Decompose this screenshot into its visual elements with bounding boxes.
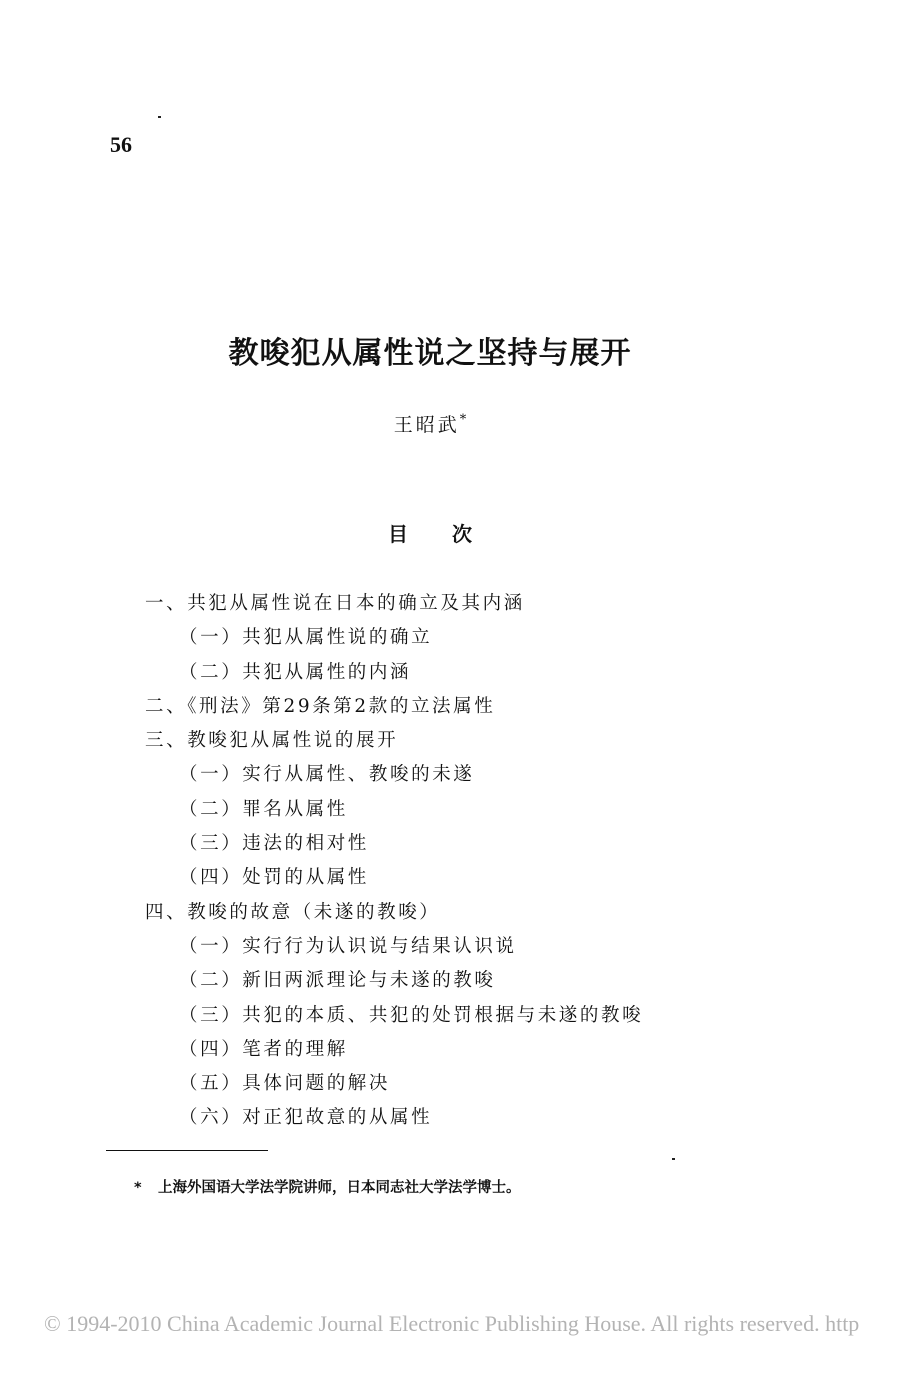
toc-subentry: （一）共犯从属性说的确立 bbox=[179, 627, 433, 649]
scan-speck bbox=[158, 116, 161, 118]
author-line bbox=[0, 410, 860, 437]
toc-subentry: （二）共犯从属性的内涵 bbox=[179, 661, 412, 683]
toc-subentry: （一）实行从属性、教唆的未遂 bbox=[179, 764, 475, 786]
scan-speck bbox=[672, 1158, 675, 1160]
toc-entry: 四、教唆的故意（未遂的教唆） bbox=[145, 901, 441, 923]
toc-subentry: （三）违法的相对性 bbox=[179, 833, 369, 855]
toc-subentry: （五）具体问题的解决 bbox=[179, 1073, 391, 1095]
page-number: 56 bbox=[110, 132, 132, 157]
author-footnote-mark: * bbox=[459, 412, 467, 428]
footnote-mark: * bbox=[134, 1180, 142, 1196]
toc-heading-part: 目 bbox=[388, 522, 408, 546]
toc-entry: 一、共犯从属性说在日本的确立及其内涵 bbox=[145, 593, 525, 614]
toc-subentry: （四）处罚的从属性 bbox=[179, 867, 369, 889]
footnote-text: 上海外国语大学法学院讲师，日本同志社大学法学博士。 bbox=[158, 1180, 521, 1196]
toc-subentry: （二）新旧两派理论与未遂的教唆 bbox=[179, 970, 496, 992]
table-of-contents bbox=[145, 587, 643, 1136]
toc-subentry: （三）共犯的本质、共犯的处罚根据与未遂的教唆 bbox=[179, 1004, 644, 1026]
toc-subentry: （二）罪名从属性 bbox=[179, 798, 348, 820]
toc-subentry: （六）对正犯故意的从属性 bbox=[179, 1107, 433, 1129]
toc-entry: 二、《刑法》第29条第2款的立法属性 bbox=[145, 695, 496, 717]
footnote-divider bbox=[106, 1150, 268, 1151]
toc-heading-part: 次 bbox=[452, 522, 472, 546]
article-title: 教唆犯从属性说之坚持与展开 bbox=[228, 336, 632, 371]
footnote bbox=[134, 1176, 521, 1197]
toc-subentry: （四）笔者的理解 bbox=[179, 1038, 348, 1060]
toc-heading bbox=[0, 518, 860, 547]
copyright-notice: © 1994-2010 China Academic Journal Electronic Publishing House. All rights reserved. http bbox=[44, 1311, 860, 1336]
author-name: 王昭武 bbox=[393, 414, 460, 436]
toc-entry: 三、教唆犯从属性说的展开 bbox=[145, 730, 399, 752]
toc-subentry: （一）实行行为认识说与结果认识说 bbox=[179, 935, 517, 957]
